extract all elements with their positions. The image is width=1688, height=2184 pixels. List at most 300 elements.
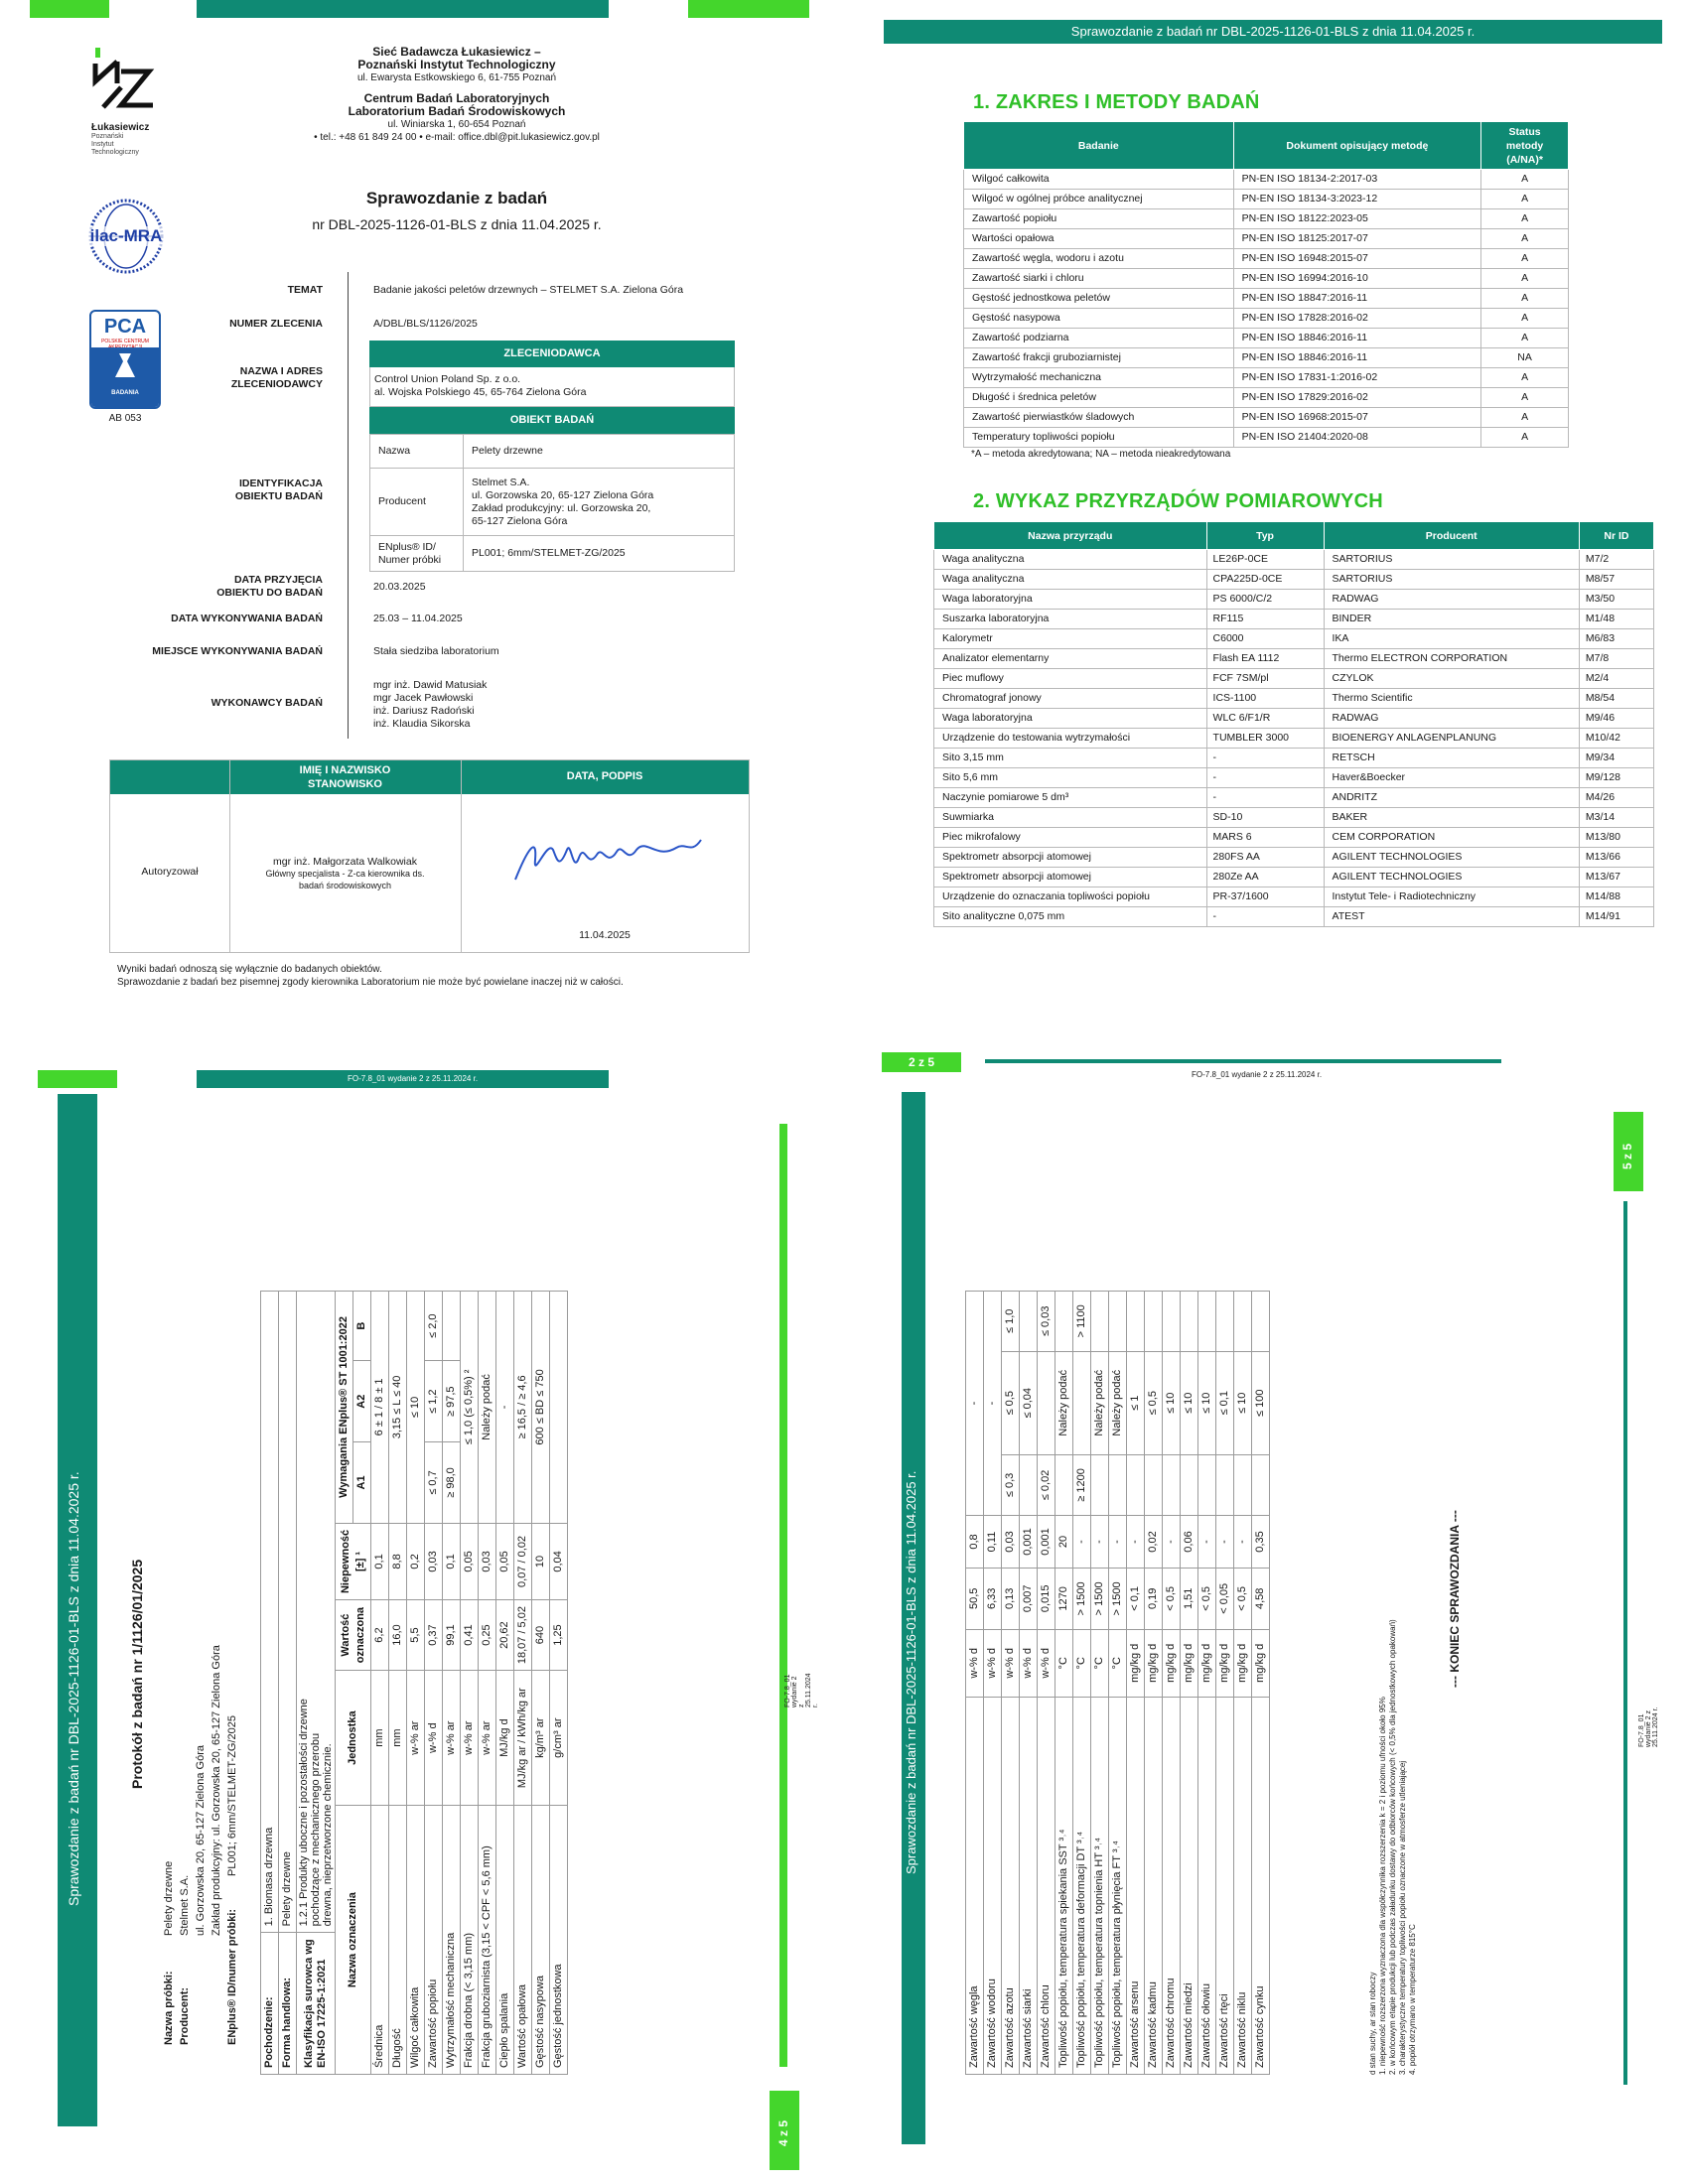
table-row	[964, 209, 1569, 229]
meta-key: Pochodzenie:	[261, 1933, 279, 2075]
auth-position: badań środowiskowych	[298, 881, 392, 890]
requirement-cell: ≤ 100	[1252, 1351, 1270, 1454]
table-row	[964, 170, 1569, 190]
table-cell: PN-EN ISO 16948:2015-07	[1233, 249, 1481, 269]
table-cell: Zawartość podziarna	[964, 329, 1234, 348]
result-cell: -	[1163, 1515, 1181, 1568]
footnote: Wyniki badań odnoszą się wyłącznie do badanych obiektów.	[117, 964, 382, 975]
result-name: Gęstość nasypowa	[532, 1806, 550, 2075]
requirement-cell: ≤ 1,2	[425, 1361, 443, 1442]
table-cell: Spektrometr absorpcji atomowej	[934, 848, 1207, 868]
result-cell: -	[1234, 1515, 1252, 1568]
result-cell: 0,19	[1145, 1569, 1163, 1630]
result-cell: 0,1	[443, 1523, 461, 1599]
result-cell: 0,05	[461, 1523, 479, 1599]
result-cell: 0,35	[1252, 1515, 1270, 1568]
table-cell: CPA225D-0CE	[1206, 570, 1324, 590]
table-cell: WLC 6/F1/R	[1206, 709, 1324, 729]
producer-line: 65-127 Zielona Góra	[472, 514, 568, 527]
label-identyfikacja: IDENTYFIKACJA	[238, 478, 323, 489]
table-row	[1073, 1292, 1091, 2075]
label-data-przyjecia: DATA PRZYJĘCIA	[233, 574, 323, 586]
result-cell: 0,015	[1038, 1569, 1055, 1630]
producer-line: Zakład produkcyjny: ul. Gorzowska 20,	[472, 501, 651, 514]
page-3	[0, 1052, 819, 2184]
result-cell: 640	[532, 1600, 550, 1671]
result-name: Zawartość arsenu	[1127, 1697, 1145, 2074]
requirement-cell: > 1100	[1073, 1292, 1091, 1352]
table-cell: Wilgoć w ogólnej próbce analitycznej	[964, 190, 1234, 209]
result-cell: w-% d	[966, 1629, 984, 1697]
table-row	[514, 1292, 532, 2075]
result-cell: < 0,5	[1234, 1569, 1252, 1630]
methods-note: *A – metoda akredytowana; NA – metoda nieakredytowana	[971, 449, 1231, 460]
vertical-divider	[348, 272, 349, 739]
result-name: Topliwość popiołu, temperatura deformacji DT ³˒⁴	[1073, 1697, 1091, 2074]
result-name: Topliwość popiołu, temperatura płynięcia FT ³˒⁴	[1109, 1697, 1127, 2074]
logo-sub: Technologiczny	[91, 149, 139, 156]
result-cell: -	[1109, 1515, 1127, 1568]
table-row	[934, 649, 1654, 669]
table-cell: BINDER	[1324, 610, 1579, 629]
requirement-cell	[1038, 1351, 1055, 1454]
table-cell: Urządzenie do testowania wytrzymałości	[934, 729, 1207, 749]
side-title: Sprawozdanie z badań nr DBL-2025-1126-01-BLS z dnia 11.04.2025 r.	[904, 1470, 918, 1874]
table-cell: A	[1481, 229, 1569, 249]
table-cell: M13/67	[1579, 868, 1653, 887]
result-name: Zawartość kadmu	[1145, 1697, 1163, 2074]
table-row	[496, 1292, 514, 2075]
results-table-2	[965, 1291, 1270, 2075]
value-wykonawca: inż. Klaudia Sikorska	[373, 718, 471, 730]
label-adres: ZLECENIODAWCY	[230, 378, 323, 390]
result-cell: -	[1198, 1515, 1216, 1568]
logo-sub: Poznański	[91, 133, 124, 140]
sample-value: ul. Gorzowska 20, 65-127 Zielona Góra	[195, 1745, 207, 1936]
form-number: FO-7.8_01 wydanie 2 z 25.11.2024 r.	[1192, 1070, 1323, 1079]
right-bar	[779, 1124, 787, 2067]
sample-key: Producent:	[179, 1986, 191, 2045]
result-name: Zawartość miedzi	[1181, 1697, 1198, 2074]
requirement-cell: -	[966, 1292, 984, 1516]
table-row	[443, 1292, 461, 2075]
table-cell: MARS 6	[1206, 828, 1324, 848]
result-name: Wartość opałowa	[514, 1806, 532, 2075]
table-row	[964, 249, 1569, 269]
footnote: 1. niepewność rozszerzona wyznaczona dla współczynnika rozszerzenia k = 2 i poziomu ufności około 95%	[1378, 1697, 1387, 2075]
pca-badania: BADANIA	[111, 390, 139, 396]
table-cell: LE26P-0CE	[1206, 550, 1324, 570]
table-cell: Spektrometr absorpcji atomowej	[934, 868, 1207, 887]
requirement-cell: ≥ 16,5 / ≥ 4,6	[514, 1292, 532, 1524]
table-row	[1002, 1292, 1020, 2075]
column-header: Nazwa przyrządu	[934, 522, 1207, 550]
side-title: Sprawozdanie z badań nr DBL-2025-1126-01-BLS z dnia 11.04.2025 r.	[66, 1471, 81, 1906]
table-cell: TUMBLER 3000	[1206, 729, 1324, 749]
table-cell: PN-EN ISO 16968:2015-07	[1233, 408, 1481, 428]
table-row	[1020, 1292, 1038, 2075]
result-cell: 0,05	[496, 1523, 514, 1599]
table-cell: Wilgoć całkowita	[964, 170, 1234, 190]
result-cell: °C	[1055, 1629, 1073, 1697]
table-row	[1198, 1292, 1216, 2075]
table-row	[1234, 1292, 1252, 2075]
result-cell: g/cm³ ar	[550, 1671, 568, 1806]
requirement-cell: ≤ 0,3	[1002, 1454, 1020, 1515]
meta-key: EN-ISO 17225-1:2021	[316, 1959, 328, 2068]
result-cell: 99,1	[443, 1600, 461, 1671]
label-miejsce: MIEJSCE WYKONYWANIA BADAŃ	[152, 645, 323, 657]
authorization-box	[109, 759, 750, 953]
requirement-cell: ≤ 1,0 (≤ 0,5%) ²	[461, 1292, 479, 1524]
result-cell: 0,001	[1020, 1515, 1038, 1568]
meta-key: Forma handlowa:	[279, 1933, 297, 2075]
requirement-cell: ≤ 1	[1127, 1351, 1145, 1454]
column-header: Niepewność [±] ¹	[336, 1523, 371, 1599]
result-cell: 0,04	[550, 1523, 568, 1599]
result-cell: w-% d	[1020, 1629, 1038, 1697]
table-cell: Naczynie pomiarowe 5 dm³	[934, 788, 1207, 808]
column-header: Status metody (A/NA)*	[1481, 122, 1569, 170]
table-cell: 280Ze AA	[1206, 868, 1324, 887]
table-cell: RADWAG	[1324, 590, 1579, 610]
results-table-wrap	[260, 1291, 568, 2075]
table-cell: Zawartość węgla, wodoru i azotu	[964, 249, 1234, 269]
table-row	[934, 788, 1654, 808]
table-cell: A	[1481, 209, 1569, 229]
enplus-key: ENplus® ID/	[378, 540, 436, 553]
client-name: Control Union Poland Sp. z o.o.	[374, 373, 521, 385]
table-cell: Temperatury topliwości popiołu	[964, 428, 1234, 448]
requirement-cell: 6 ± 1 / 8 ± 1	[371, 1292, 389, 1524]
table-cell: RETSCH	[1324, 749, 1579, 768]
table-cell: M9/34	[1579, 749, 1653, 768]
table-cell: Waga laboratoryjna	[934, 709, 1207, 729]
table-row	[389, 1292, 407, 2075]
table-row	[964, 289, 1569, 309]
ab-number: AB 053	[108, 413, 142, 424]
result-cell: w-% d	[1038, 1629, 1055, 1697]
result-cell: 5,5	[407, 1600, 425, 1671]
table-row	[1163, 1292, 1181, 2075]
meta-value: drewna, nieprzetworzone chemicznie.	[322, 1743, 334, 1927]
requirement-cell	[1055, 1454, 1073, 1515]
table-row	[934, 808, 1654, 828]
org-address: ul. Winiarska 1, 60-654 Poznań	[387, 119, 526, 130]
value-wykonawca: mgr inż. Dawid Matusiak	[373, 679, 488, 691]
requirement-cell	[1109, 1454, 1127, 1515]
org-address: ul. Ewarysta Estkowskiego 6, 61-755 Poznań	[356, 72, 557, 83]
page-number: 4 z 5	[776, 2119, 790, 2146]
table-cell: PN-EN ISO 18134-2:2017-03	[1233, 170, 1481, 190]
label-data-wykonywania: DATA WYKONYWANIA BADAŃ	[171, 613, 323, 624]
result-cell: w-% ar	[443, 1671, 461, 1806]
table-row	[964, 309, 1569, 329]
result-cell: -	[1216, 1515, 1234, 1568]
column-header: A2	[353, 1361, 371, 1442]
result-name: Wytrzymałość mechaniczna	[443, 1806, 461, 2075]
result-cell: w-% d	[984, 1629, 1002, 1697]
result-cell: mg/kg d	[1216, 1629, 1234, 1697]
table-cell: M8/57	[1579, 570, 1653, 590]
page-1	[0, 0, 814, 1003]
result-name: Zawartość popiołu	[425, 1806, 443, 2075]
requirement-cell: Należy podać	[1109, 1351, 1127, 1454]
result-cell: 6,33	[984, 1569, 1002, 1630]
result-cell: 0,03	[1002, 1515, 1020, 1568]
table-cell: PN-EN ISO 18125:2017-07	[1233, 229, 1481, 249]
org-center: Centrum Badań Laboratoryjnych	[363, 91, 550, 105]
result-cell: 0,2	[407, 1523, 425, 1599]
auth-header-sign: DATA, PODPIS	[566, 770, 643, 782]
table-cell: A	[1481, 190, 1569, 209]
result-cell: MJ/kg d	[496, 1671, 514, 1806]
table-cell: M13/80	[1579, 828, 1653, 848]
table-cell: A	[1481, 170, 1569, 190]
table-cell: M2/4	[1579, 669, 1653, 689]
result-cell: < 0,5	[1198, 1569, 1216, 1630]
table-row	[279, 1292, 297, 2075]
requirement-cell	[1181, 1454, 1198, 1515]
table-cell: Thermo Scientific	[1324, 689, 1579, 709]
sample-value: Zakład produkcyjny: ul. Gorzowska 20, 65-127 Zielona Góra	[211, 1645, 222, 1936]
requirement-cell	[1145, 1454, 1163, 1515]
top-bar	[985, 1059, 1501, 1063]
column-header: Nr ID	[1579, 522, 1653, 550]
requirement-cell	[1252, 1292, 1270, 1352]
right-bar	[1623, 1201, 1627, 2085]
result-cell: w-% d	[425, 1671, 443, 1806]
table-row	[964, 428, 1569, 448]
requirement-cell	[1181, 1292, 1198, 1352]
requirement-cell: ≤ 0,5	[1145, 1351, 1163, 1454]
requirement-cell	[1163, 1292, 1181, 1352]
table-cell: Suszarka laboratoryjna	[934, 610, 1207, 629]
label-zlecenie: NUMER ZLECENIA	[229, 318, 323, 330]
sample-key: Nazwa próbki:	[163, 1971, 175, 2045]
table-row	[934, 590, 1654, 610]
table-cell: M6/83	[1579, 629, 1653, 649]
sample-value: Pelety drzewne	[163, 1860, 175, 1936]
result-name: Zawartość niklu	[1234, 1697, 1252, 2074]
result-name: Wilgoć całkowita	[407, 1806, 425, 2075]
requirement-cell: 600 ≤ BD ≤ 750	[532, 1292, 550, 1524]
logo-name: Łukasiewicz	[91, 122, 150, 133]
table-row	[261, 1292, 279, 2075]
table-cell: Zawartość pierwiastków śladowych	[964, 408, 1234, 428]
result-cell: MJ/kg ar / kWh/kg ar	[514, 1671, 532, 1806]
table-cell: Waga laboratoryjna	[934, 590, 1207, 610]
result-name: Zawartość węgla	[966, 1697, 984, 2074]
value-wykonawca: mgr Jacek Pawłowski	[373, 692, 474, 704]
column-header: Producent	[1324, 522, 1579, 550]
table-cell: ICS-1100	[1206, 689, 1324, 709]
result-cell: 50,5	[966, 1569, 984, 1630]
requirement-cell	[1091, 1454, 1109, 1515]
result-cell: 0,07 / 0,02	[514, 1523, 532, 1599]
report-title: Sprawozdanie z badań	[365, 189, 548, 207]
table-row	[407, 1292, 425, 2075]
table-row	[964, 368, 1569, 388]
value-wykonawca: inż. Dariusz Radoński	[373, 705, 475, 717]
page-2	[874, 0, 1688, 1003]
requirement-cell	[1216, 1454, 1234, 1515]
sample-info	[161, 1529, 240, 2045]
table-cell: Waga analityczna	[934, 550, 1207, 570]
top-bar-left	[38, 1070, 117, 1088]
result-name: Frakcja gruboziarnista (3,15 < CPF < 5,6 mm)	[479, 1806, 496, 2075]
requirement-cell	[1109, 1292, 1127, 1352]
table-cell: M1/48	[1579, 610, 1653, 629]
result-name: Zawartość cynku	[1252, 1697, 1270, 2074]
table-row	[1038, 1292, 1055, 2075]
table-cell: M9/46	[1579, 709, 1653, 729]
results-table-1	[260, 1291, 568, 2075]
table-cell: M13/66	[1579, 848, 1653, 868]
requirement-cell	[1020, 1454, 1038, 1515]
requirement-cell: ≥ 1200	[1073, 1454, 1091, 1515]
org-line: Poznański Instytut Technologiczny	[357, 58, 556, 71]
org-line: Sieć Badawcza Łukasiewicz –	[372, 45, 541, 59]
table-cell: A	[1481, 269, 1569, 289]
result-cell: °C	[1109, 1629, 1127, 1697]
section-title-methods: 1. ZAKRES I METODY BADAŃ	[973, 91, 1260, 113]
requirement-cell: Należy podać	[1055, 1351, 1073, 1454]
result-cell: w-% d	[1002, 1629, 1020, 1697]
table-row	[1181, 1292, 1198, 2075]
result-cell: 0,1	[371, 1523, 389, 1599]
table-row	[934, 907, 1654, 927]
auth-role: Autoryzował	[141, 866, 199, 878]
table-cell: M3/14	[1579, 808, 1653, 828]
table-cell: Kalorymetr	[934, 629, 1207, 649]
meta-key: Klasyfikacja surowca wg	[303, 1939, 315, 2068]
table-row	[1252, 1292, 1270, 2075]
table-cell: -	[1206, 788, 1324, 808]
footnote: 2. w końcowym etapie produkcji lub podczas załadunku dostawy do odbiorców końcowych (< 0,5% dla jednostkowych opakowań)	[1388, 1619, 1397, 2075]
table-cell: Instytut Tele- i Radiotechniczny	[1324, 887, 1579, 907]
result-name: Zawartość ołowiu	[1198, 1697, 1216, 2074]
result-cell: mg/kg d	[1234, 1629, 1252, 1697]
result-cell: > 1500	[1091, 1569, 1109, 1630]
page-number-2: 2 z 5	[882, 1052, 961, 1072]
table-row	[964, 269, 1569, 289]
result-cell: 1,25	[550, 1600, 568, 1671]
table-cell: A	[1481, 428, 1569, 448]
table-cell: FCF 7SM/pl	[1206, 669, 1324, 689]
table-row	[934, 729, 1654, 749]
result-cell: w-% ar	[461, 1671, 479, 1806]
table-cell: 280FS AA	[1206, 848, 1324, 868]
requirement-cell: ≥ 98,0	[443, 1442, 461, 1524]
table-cell: ATEST	[1324, 907, 1579, 927]
label-temat: TEMAT	[287, 284, 323, 296]
producer-line: Stelmet S.A.	[472, 476, 530, 488]
table-row	[532, 1292, 550, 2075]
table-cell: A	[1481, 388, 1569, 408]
table-cell: Gęstość jednostkowa peletów	[964, 289, 1234, 309]
footnotes-2	[1368, 1519, 1418, 2075]
table-row	[425, 1292, 443, 2075]
requirement-cell	[1127, 1454, 1145, 1515]
table-cell: PN-EN ISO 18122:2023-05	[1233, 209, 1481, 229]
table-cell: C6000	[1206, 629, 1324, 649]
table-cell: M9/128	[1579, 768, 1653, 788]
auth-header-name: IMIĘ I NAZWISKO	[299, 764, 391, 776]
table-cell: M14/88	[1579, 887, 1653, 907]
table-cell: BIOENERGY ANLAGENPLANUNG	[1324, 729, 1579, 749]
result-name: Frakcja drobna (< 3,15 mm)	[461, 1806, 479, 2075]
result-cell: 8,8	[389, 1523, 407, 1599]
requirement-cell	[1216, 1292, 1234, 1352]
requirement-cell: Należy podać	[479, 1292, 496, 1524]
table-cell: BAKER	[1324, 808, 1579, 828]
result-cell: 0,8	[966, 1515, 984, 1568]
table-cell: CEM CORPORATION	[1324, 828, 1579, 848]
table-cell: Analizator elementarny	[934, 649, 1207, 669]
table-row	[297, 1292, 336, 2075]
result-cell: 0,001	[1038, 1515, 1055, 1568]
result-cell: 20	[1055, 1515, 1073, 1568]
client-body	[369, 367, 735, 407]
enplus-key: Numer próbki	[378, 553, 442, 566]
form-number: FO-7.8_01 wydanie 2 z 25.11.2024 r.	[348, 1074, 479, 1083]
result-name: Gęstość jednostkowa	[550, 1806, 568, 2075]
table-cell: Zawartość popiołu	[964, 209, 1234, 229]
table-cell: Sito analityczne 0,075 mm	[934, 907, 1207, 927]
footnote: d stan suchy, ar stan roboczy	[1368, 1972, 1377, 2075]
requirement-cell	[1020, 1292, 1038, 1352]
table-cell: RADWAG	[1324, 709, 1579, 729]
requirement-cell	[1252, 1454, 1270, 1515]
logo-sub: Instytut	[91, 141, 114, 148]
table-cell: M4/26	[1579, 788, 1653, 808]
requirement-cell	[1127, 1292, 1145, 1352]
table-row	[934, 768, 1654, 788]
table-cell: -	[1206, 768, 1324, 788]
requirement-cell	[1198, 1454, 1216, 1515]
table-cell: PN-EN ISO 18846:2016-11	[1233, 329, 1481, 348]
result-cell: 0,03	[479, 1523, 496, 1599]
table-row	[1145, 1292, 1163, 2075]
sample-value: PL001; 6mm/STELMET-ZG/2025	[226, 1714, 238, 1876]
table-row	[934, 709, 1654, 729]
result-cell: 1270	[1055, 1569, 1073, 1630]
requirement-cell: ≤ 0,5	[1002, 1351, 1020, 1454]
requirement-cell: ≤ 10	[1234, 1351, 1252, 1454]
table-cell: Chromatograf jonowy	[934, 689, 1207, 709]
result-cell: °C	[1091, 1629, 1109, 1697]
table-row	[934, 629, 1654, 649]
result-cell: 0,37	[425, 1600, 443, 1671]
table-cell: Piec muflowy	[934, 669, 1207, 689]
requirement-cell: Należy podać	[1091, 1351, 1109, 1454]
protocol-title: Protokół z badań nr 1/1126/01/2025	[129, 1559, 145, 1789]
result-cell: w-% ar	[407, 1671, 425, 1806]
result-cell: 0,13	[1002, 1569, 1020, 1630]
result-name: Zawartość azotu	[1002, 1697, 1020, 2074]
table-row	[964, 229, 1569, 249]
table-cell: Zawartość frakcji gruboziarnistej	[964, 348, 1234, 368]
result-cell: kg/m³ ar	[532, 1671, 550, 1806]
auth-header-position: STANOWISKO	[308, 778, 382, 790]
requirement-cell: ≤ 10	[407, 1292, 425, 1524]
pca-label: PCA	[103, 316, 147, 338]
result-cell: 4,58	[1252, 1569, 1270, 1630]
label-wykonawcy: WYKONAWCY BADAŃ	[211, 697, 323, 709]
result-cell: < 0,1	[1127, 1569, 1145, 1630]
page-4	[874, 1052, 1688, 2184]
